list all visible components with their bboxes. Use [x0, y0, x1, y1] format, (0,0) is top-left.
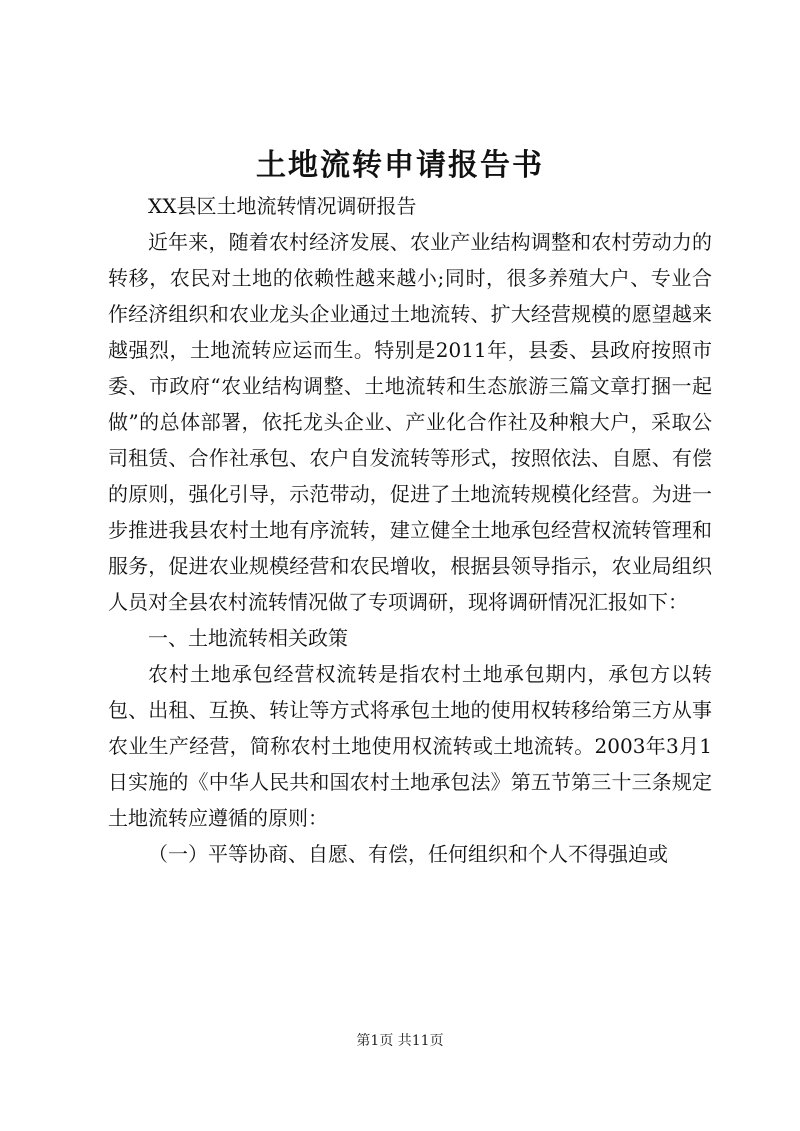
paragraph-principle-1: （一）平等协商、自愿、有偿，任何组织和个人不得强迫或: [148, 842, 668, 866]
document-title: 土地流转申请报告书: [256, 148, 544, 183]
paragraph-policy: 农村土地承包经营权流转是指农村土地承包期内，承包方以转包、出租、互换、转让等方式将承包土地的使用权转移给第三方从事农业生产经营，简称农村土地使用权流转或土地流转。2003年3月1日实施的《中华人民共和国农村土地承包法》第五节第三十三条规定土地流转应遵循的原则：: [108, 662, 712, 830]
paragraph-intro: 近年来，随着农村经济发展、农业产业结构调整和农村劳动力的转移，农民对土地的依赖性越来越小;同时，很多养殖大户、专业合作经济组织和农业龙头企业通过土地流转、扩大经营规模的愿望越来越强烈，土地流转应运而生。特别是2011年，县委、县政府按照市委、市政府“农业结构调整、土地流转和生态旅游三篇文章打捆一起做”的总体部署，依托龙头企业、产业化合作社及种粮大户，采取公司租赁、合作社承包、农户自发流转等形式，按照依法、自愿、有偿的原则，强化引导，示范带动，促进了土地流转规模化经营。为进一步推进我县农村土地有序流转，建立健全土地承包经营权流转管理和服务，促进农业规模经营和农民增收，根据县领导指示，农业局组织人员对全县农村流转情况做了专项调研，现将调研情况汇报如下：: [108, 230, 712, 614]
document-body: [108, 188, 712, 872]
page-number: 第1页 共11页: [356, 1033, 444, 1049]
report-subtitle: XX县区土地流转情况调研报告: [148, 194, 417, 218]
section-heading-policy: 一、土地流转相关政策: [148, 626, 348, 650]
